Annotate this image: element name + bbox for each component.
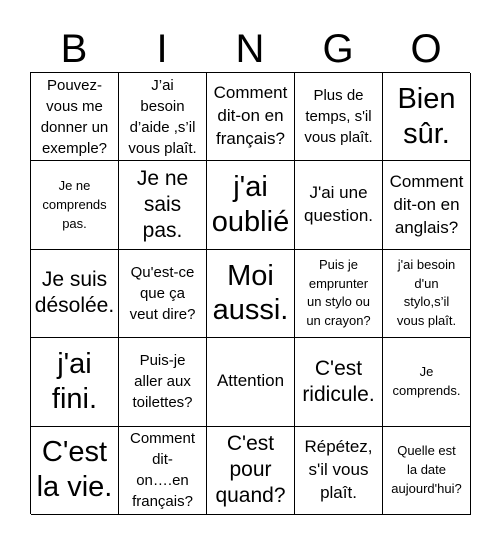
- cell-text: Attention: [216, 371, 285, 391]
- bingo-cell[interactable]: [383, 250, 471, 338]
- cell-text: Comment dit- on….en français?: [129, 430, 196, 511]
- bingo-cell[interactable]: [119, 161, 207, 249]
- bingo-cell[interactable]: [31, 250, 119, 338]
- cell-text: Je ne sais pas.: [136, 166, 189, 243]
- cell-text: Puis-je aller aux toilettes?: [132, 352, 193, 412]
- bingo-cell[interactable]: [383, 161, 471, 249]
- bingo-cell[interactable]: [31, 161, 119, 249]
- bingo-cell[interactable]: [119, 250, 207, 338]
- bingo-cell[interactable]: [295, 73, 383, 161]
- bingo-cell[interactable]: [207, 250, 295, 338]
- header-letter-g: G: [322, 27, 354, 71]
- bingo-cell[interactable]: [207, 427, 295, 515]
- header-letter-o: O: [410, 27, 442, 71]
- cell-text: Plus de temps, s'il vous plaît.: [304, 87, 373, 147]
- bingo-cell[interactable]: [119, 338, 207, 426]
- cell-text: J’ai besoin d’aide ,s’il vous plaît.: [128, 76, 197, 157]
- bingo-cell[interactable]: [295, 250, 383, 338]
- bingo-cell[interactable]: [31, 73, 119, 161]
- cell-text: Pouvez- vous me donner un exemple?: [40, 76, 109, 157]
- bingo-cell[interactable]: [295, 161, 383, 249]
- cell-text: Quelle est la date aujourd'hui?: [391, 442, 462, 496]
- bingo-header: [30, 26, 470, 72]
- cell-text: C'est ridicule.: [302, 356, 375, 406]
- bingo-cell[interactable]: [383, 73, 471, 161]
- bingo-cell[interactable]: [207, 161, 295, 249]
- header-letter-b: B: [60, 27, 88, 71]
- bingo-cell[interactable]: [295, 427, 383, 515]
- header-letter-n: N: [235, 27, 265, 71]
- cell-text: Répétez, s'il vous plaît.: [304, 436, 373, 502]
- cell-text: Bien sûr.: [397, 82, 456, 150]
- cell-text: Je suis désolée.: [34, 268, 115, 318]
- bingo-cell[interactable]: [295, 338, 383, 426]
- cell-text: C'est la vie.: [36, 436, 113, 504]
- bingo-cell[interactable]: [31, 338, 119, 426]
- bingo-cell[interactable]: [383, 427, 471, 515]
- cell-text: Je comprends.: [392, 364, 461, 398]
- cell-text: Comment dit-on en anglais?: [389, 171, 464, 237]
- bingo-cell[interactable]: [119, 73, 207, 161]
- cell-text: J'ai une question.: [304, 183, 373, 226]
- bingo-cell[interactable]: [207, 338, 295, 426]
- bingo-cell[interactable]: [31, 427, 119, 515]
- cell-text: C'est pour quand?: [215, 431, 286, 508]
- header-letter-i: I: [156, 27, 168, 71]
- bingo-cell[interactable]: [207, 73, 295, 161]
- cell-text: j'ai besoin d'un stylo,s’il vous plaît.: [396, 256, 457, 329]
- cell-text: Comment dit-on en français?: [213, 83, 288, 149]
- bingo-cell[interactable]: [383, 338, 471, 426]
- bingo-grid: [30, 72, 470, 514]
- cell-text: j'ai fini.: [51, 348, 98, 415]
- cell-text: Qu'est-ce que ça veut dire?: [129, 263, 196, 323]
- bingo-cell[interactable]: [119, 427, 207, 515]
- cell-text: Je ne comprends pas.: [42, 177, 107, 231]
- cell-text: j'ai oublié: [211, 171, 290, 239]
- cell-text: Moi aussi.: [212, 259, 289, 327]
- cell-text: Puis je emprunter un stylo ou un crayon?: [306, 256, 371, 329]
